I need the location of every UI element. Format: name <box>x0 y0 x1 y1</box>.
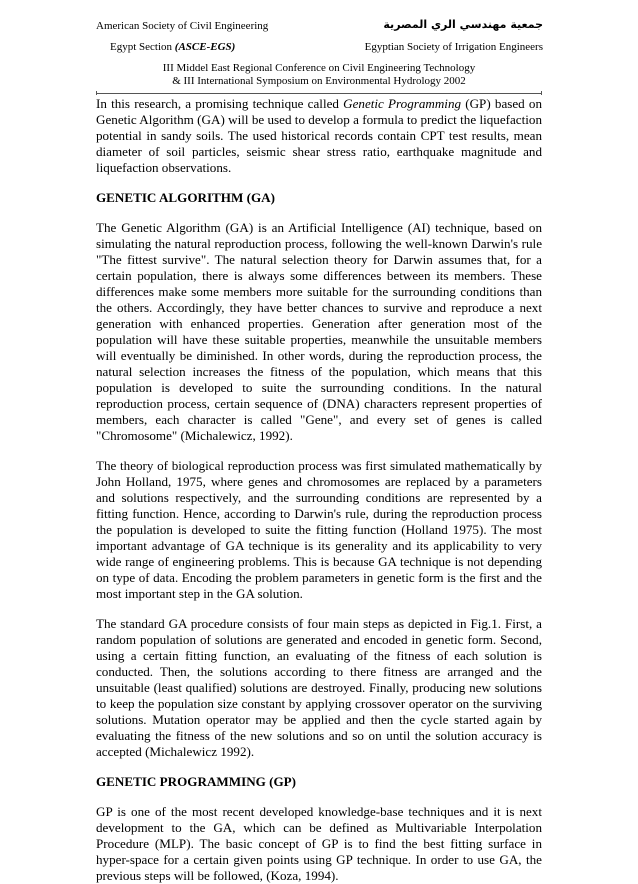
header-org-right: Egyptian Society of Irrigation Engineers <box>364 41 543 53</box>
ga-paragraph-2: The theory of biological reproduction process was first simulated mathematically by John Holland, 1975, where genes and chromosomes are replaced by a parameters and solutions respectively, and the surrounding conditions are represented by a fitting function. Hence, according to Darwin's rule, during the reproduction process the population is developed to suite the fitting function (Holland 1975). The most important advantage of GA technique is its generality and its applicability to very wide range of engineering problems. This is because GA technique is not depending on type of data. Encoding the problem parameters in genetic form is the first and the most important step in the GA solution. <box>96 458 542 601</box>
gp-paragraph-1: GP is one of the most recent developed knowledge-base techniques and it is next development to the GA, which can be defined as Multivariable Interpolation Procedure (MLP). The basic concept of GP is to find the best fitting surface in hyper-space for a certain given points using GP technique. In order to use GA, the previous steps will be followed, (Koza, 1994). <box>96 804 542 883</box>
header-section <box>110 41 235 54</box>
intro-emphasis: Genetic Programming <box>343 96 462 111</box>
header-section-abbr: (ASCE-EGS) <box>174 41 236 53</box>
ga-paragraph-1: The Genetic Algorithm (GA) is an Artificial Intelligence (AI) technique, based on simulating the natural reproduction process, following the well-known Darwin's rule "The fittest survive". The natural selection theory for Darwin assumes that, for a certain population, there is always some differences between its members. These differences make some members more suitable for the surrounding conditions than the others. Accordingly, they have better chances to survive and reproduce a next generation with enhanced properties. Generation after generation most of the population will have these suitable properties, meanwhile the unsuitable members will eventually be diminished. In other words, during the reproduction process, the natural selection increases the fitness of the population, which means that this population is developed to suite the surrounding conditions. In the natural reproduction process, certain sequence of (DNA) characters represent properties of members, each character is called "Gene", and every set of genes is called "Chromosome" (Michalewicz, 1992). <box>96 220 542 443</box>
heading-genetic-algorithm: GENETIC ALGORITHM (GA) <box>96 190 275 205</box>
conference-line-2: & III International Symposium on Environmental Hydrology 2002 <box>172 75 466 87</box>
header-section-prefix: Egypt Section <box>110 41 175 53</box>
intro-text-a: In this research, a promising technique called <box>96 96 344 111</box>
intro-text-b: (GP) based on Genetic Algorithm (GA) will be used to develop a formula to predict the liquefaction potential in sandy soils. The used historical records contain CPT test results, mean diameter of soil particles, seismic shear stress ratio, earthquake magnitude and liquefaction observations. <box>96 96 542 175</box>
conference-line-1: III Middel East Regional Conference on Civil Engineering Technology <box>162 62 476 74</box>
heading-genetic-programming: GENETIC PROGRAMMING (GP) <box>96 774 297 789</box>
header-org-left: American Society of Civil Engineering <box>96 20 269 32</box>
paper-body <box>96 96 542 884</box>
header-org-right-arabic: جمعية مهندسي الري المصرية <box>383 18 543 31</box>
intro-paragraph <box>96 96 542 176</box>
ga-paragraph-3: The standard GA procedure consists of four main steps as depicted in Fig.1. First, a random population of solutions are generated and encoded in genetic form. Second, using a certain fitting function, an evaluating of the fitness of each solution is conducted. Then, the solutions according to there fitness are arranged and the unsuitable (least qualified) solutions are destroyed. Finally, producing new solutions to keep the population size constant by applying crossover operator on the surviving solutions. Mutation operator may be applied and then the cycle started again by evaluating the fitness of the new solutions and so on until the solution accuracy is accepted (Michalewicz 1992). <box>96 616 542 759</box>
header-divider <box>96 93 542 94</box>
